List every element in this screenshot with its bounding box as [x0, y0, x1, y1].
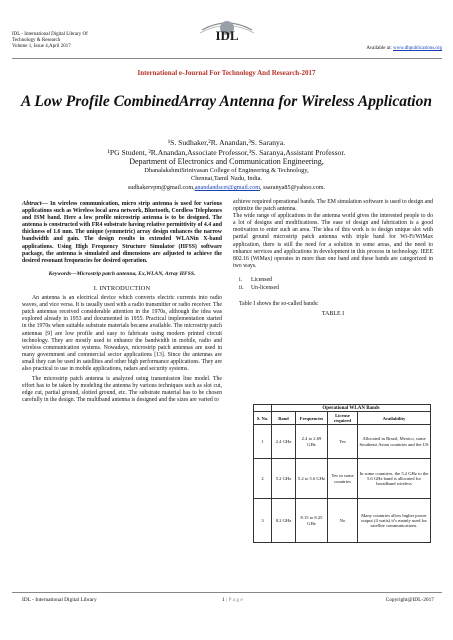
col-header: Band: [272, 412, 296, 425]
table-cell: Allocated in Brazil, Mexico, some Southeast Asian countries and the US: [358, 425, 431, 459]
author-roles: ¹PG Student, ²R.Anandan,Associate Professor,³S. Saranya,Assistant Professor.: [107, 147, 346, 157]
table-cell: Yes: [328, 425, 358, 459]
department: Department of Electronics and Communication Engineering,: [129, 157, 324, 167]
list-text: Un-licensed: [251, 285, 280, 292]
table-cell: 8.15 to 8.25 GHz: [296, 499, 328, 543]
table-cell: 2: [254, 459, 272, 499]
availability-prefix: Available at:: [366, 46, 392, 51]
wlan-bands-table: [253, 404, 431, 543]
author-names: ¹S. Sudhaker,²R. Anandan,³S. Saranya.: [167, 138, 286, 147]
right-paragraph-2: The wide range of applications in the antenna world gives the interested people to do a lot of designs and modifications. The ease of design and fabrication is a good motivation to enter such an area. The idea of this work is to design unique slot with partial ground microstrip patch antenna with triple band for Wi-Fi/WiMax application, there is still the need for a solution in some areas, and the need to enhance services and applications in development in this process in technology. IEEE 802.16 (WiMax) operates in more than one band and these bands are categorized in two ways.: [233, 213, 433, 269]
table-header-row: [254, 412, 431, 425]
availability-info: [366, 46, 442, 52]
list-item: [239, 284, 433, 293]
abstract: [22, 200, 222, 265]
col-header: Availability: [358, 412, 431, 425]
list-number: ii.: [239, 285, 244, 292]
author-emails: [20, 184, 433, 191]
table-intro: Table I shows the so-called bands:: [239, 300, 319, 307]
col-header: S. No.: [254, 412, 272, 425]
right-paragraph-1: achieve required operational bands. The EM simulation software is used to design and optimize the patch antenna.: [233, 199, 433, 213]
intro-paragraph-1: An antenna is an electrical device which converts electric currents into radio waves, and vice versa. It is usually used with a radio transmitter or radio receiver. The patch antennas received considerable attention in the 1970s, although the idea was explored already in 1953 and documented in 1955. Practical implementation started in the 1970s when suitable substrate materials became available. The microstrip patch antennas [9] are low profile and easy to fabricate using modern printed circuit technology. They are mostly used to enhance the bandwidth in mobile, radio and wireless communication systems. Nowadays, microstrip patch antennas are used in many government and commercial sector applications [13]. Since the antennas are small they can be used in satellites and other high performance applications. They are also practical to use in mobile applications, radars and security systems.: [22, 295, 222, 372]
email-link[interactable]: anandandscet@gmail.com: [194, 184, 261, 191]
header-divider: [12, 58, 442, 59]
publications-link[interactable]: www.dbpublications.org: [392, 46, 442, 51]
header-line-3: Volume 1, Issue 4,April 2017: [12, 44, 71, 49]
author-block: [20, 138, 433, 183]
email-1: sudhakervpm@gmail.com,: [127, 184, 195, 191]
table-cell: 5.2 to 5.6 GHz: [296, 459, 328, 499]
footer-copyright: Copyright@IDL-2017: [385, 597, 434, 603]
footer-divider: [12, 592, 442, 593]
intro-paragraph-2: The microstrip patch antenna is analyzed using transmission line model. The effort has to be taken by modeling the antenna by various techniques such as slot cut, edge cut, partial ground, slotted ground, etc. The substrate material has to be chosen carefully in the design. The multiband antenna is designed and the sizes are varied to: [22, 376, 222, 404]
table-cell: 3: [254, 499, 272, 543]
footer-library: IDL - International Digital Library: [22, 597, 97, 603]
keywords: Keywords—Microstrip patch antenna, Ex,WLAN, Array HFSS.: [48, 270, 196, 277]
abstract-text: In wireless communication, micro strip antenna is used for various applications such as Wireless local area network, Bluetooth, Cordless Telephones and ISM band. Here a low profile microstrip antenna is to be designed. The antenna is constructed with FR4 substrate having relative permittivity of 4.4 and thickness of 1.6 mm. The unique (symmetric) array design enhances the narrow bandwidth and gain. The design results in extended WLANin X-band applications. Using High Frequency Structure Simulator (HFSS) software package, the antenna is simulated and dimensions are adjusted to achieve the desired resonant frequencies for desired operation.: [22, 201, 222, 264]
table-row: [254, 499, 431, 543]
paper-title: A Low Profile CombinedArray Antenna for Wireless Application: [21, 93, 432, 110]
header-line-1: IDL - International Digital Library Of: [12, 32, 88, 37]
list-item: [239, 276, 433, 285]
list-text: Licensed: [251, 276, 272, 283]
table-label: TABLE I: [321, 311, 345, 318]
right-column: [233, 199, 433, 318]
table-cell: 2.4 to 2.69 GHz: [296, 425, 328, 459]
journal-name: International e-Journal For Technology And Research-2017: [137, 69, 316, 77]
header-line-2: Technology & Research: [12, 38, 61, 43]
abstract-lead: Abtract—: [22, 200, 48, 207]
table-cell: In some countries, the 5.2 GHz to the 5.6 GHz band is allocated for broadband wireless: [358, 459, 431, 499]
table-cell: Yes in some countries: [328, 459, 358, 499]
col-header: License required: [328, 412, 358, 425]
logo-text: IDL: [215, 28, 239, 43]
list-number: i.: [239, 276, 243, 283]
table-cell: 1: [254, 425, 272, 459]
table-cell: 8.2 GHz: [272, 499, 296, 543]
band-category-list: [239, 276, 433, 293]
table-caption: Operational WLAN Bands: [272, 405, 431, 412]
page-label: | P a g e: [224, 597, 243, 603]
col-header: Frequencies: [296, 412, 328, 425]
table-cell: 2.4 GHz: [272, 425, 296, 459]
table-cell: Many countries allow higher power output (4 watts) it’s mainly used for satellite communications.: [358, 499, 431, 543]
table-cell: No: [328, 499, 358, 543]
left-column: [22, 200, 222, 404]
idl-logo: [194, 8, 260, 48]
section-heading-introduction: I. INTRODUCTION: [93, 284, 151, 292]
city: Chennai,Tamil Nadu, India.: [190, 174, 263, 182]
table-caption-row: [254, 405, 431, 412]
page-number-value: 1: [222, 597, 225, 603]
table-row: [254, 425, 431, 459]
page-number: [222, 597, 243, 603]
table-cell: 5.2 GHz: [272, 459, 296, 499]
table-row: [254, 459, 431, 499]
email-3: , ssaranya85@yahoo.com.: [260, 184, 326, 191]
college: DhanalakshmiSrinivasan College of Engineering & Technology,: [144, 166, 309, 174]
journal-info: [12, 32, 152, 50]
